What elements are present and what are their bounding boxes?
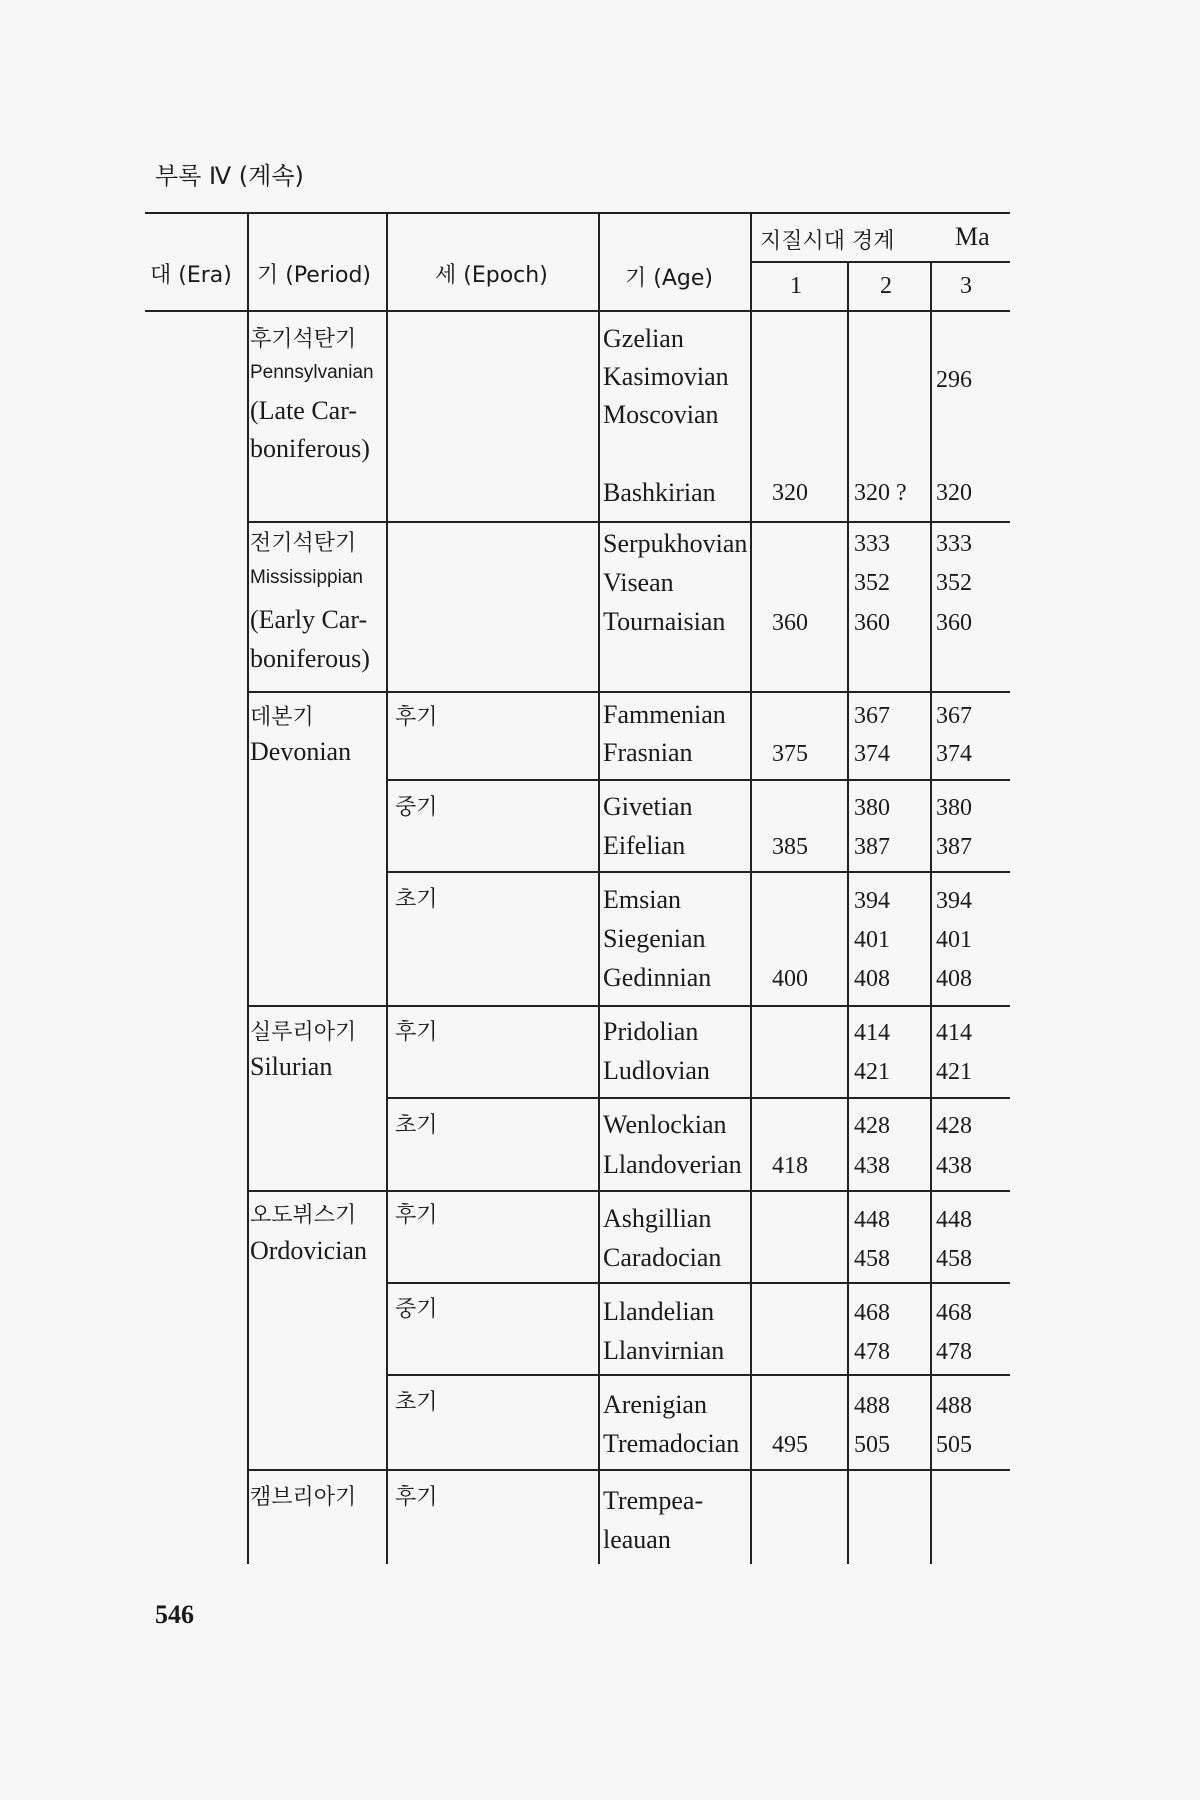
- value-cell: 352: [854, 570, 890, 596]
- age-trempea-2: leauan: [603, 1525, 671, 1554]
- value-cell: 505: [854, 1432, 890, 1458]
- value-cell: 360: [772, 610, 808, 636]
- epoch-early: 초기: [395, 1113, 438, 1138]
- age-caradocian: Caradocian: [603, 1243, 722, 1272]
- value-cell: 296: [936, 367, 972, 393]
- age-siegenian: Siegenian: [603, 924, 706, 953]
- value-cell: 418: [772, 1153, 808, 1179]
- period-silurian-ko: 실루리아기: [250, 1020, 357, 1045]
- epoch-late: 후기: [395, 1203, 438, 1228]
- value-cell: 375: [772, 741, 808, 767]
- value-cell: 320 ?: [854, 480, 907, 506]
- value-cell: 468: [936, 1300, 972, 1326]
- value-cell: 387: [936, 834, 972, 860]
- value-cell: 505: [936, 1432, 972, 1458]
- period-early-carb-en: Mississippian: [250, 567, 363, 588]
- value-cell: 401: [936, 927, 972, 953]
- value-cell: 320: [772, 480, 808, 506]
- period-early-carb-paren1: (Early Car-: [250, 605, 368, 634]
- age-pridolian: Pridolian: [603, 1017, 699, 1046]
- period-ordovician-ko: 오도뷔스기: [250, 1203, 357, 1228]
- age-ludlovian: Ludlovian: [603, 1056, 710, 1085]
- age-tournaisian: Tournaisian: [603, 607, 726, 636]
- value-cell: 478: [936, 1339, 972, 1365]
- age-serpukhovian: Serpukhovian: [603, 529, 748, 558]
- header-col-2: 2: [880, 273, 892, 299]
- age-famennian: Fammenian: [603, 700, 726, 729]
- age-emsian: Emsian: [603, 885, 681, 914]
- value-cell: 414: [936, 1020, 972, 1046]
- value-cell: 421: [854, 1059, 890, 1085]
- period-late-carb-paren1: (Late Car-: [250, 396, 358, 425]
- value-cell: 478: [854, 1339, 890, 1365]
- period-devonian-ko: 데본기: [250, 705, 314, 730]
- value-cell: 352: [936, 570, 972, 596]
- age-wenlockian: Wenlockian: [603, 1110, 727, 1139]
- header-era: 대 (Era): [150, 263, 232, 288]
- value-cell: 428: [854, 1113, 890, 1139]
- value-cell: 400: [772, 966, 808, 992]
- value-cell: 408: [936, 966, 972, 992]
- value-cell: 380: [854, 795, 890, 821]
- value-cell: 408: [854, 966, 890, 992]
- header-col-1: 1: [790, 273, 802, 299]
- value-cell: 320: [936, 480, 972, 506]
- value-cell: 458: [936, 1246, 972, 1272]
- page-number: 546: [155, 1600, 194, 1629]
- value-cell: 448: [854, 1207, 890, 1233]
- value-cell: 438: [854, 1153, 890, 1179]
- header-boundary: 지질시대 경계: [760, 229, 895, 254]
- period-late-carb-ko: 후기석탄기: [250, 327, 357, 352]
- value-cell: 448: [936, 1207, 972, 1233]
- age-tremadocian: Tremadocian: [603, 1429, 740, 1458]
- age-llanvirnian: Llanvirnian: [603, 1336, 725, 1365]
- age-gzelian: Gzelian: [603, 324, 684, 353]
- period-silurian-en: Silurian: [250, 1052, 333, 1081]
- period-early-carb-ko: 전기석탄기: [250, 531, 357, 556]
- epoch-late: 후기: [395, 1485, 438, 1510]
- value-cell: 380: [936, 795, 972, 821]
- value-cell: 385: [772, 834, 808, 860]
- value-cell: 360: [854, 610, 890, 636]
- age-visean: Visean: [603, 568, 674, 597]
- value-cell: 394: [854, 888, 890, 914]
- header-age: 기 (Age): [625, 266, 713, 291]
- value-cell: 374: [854, 741, 890, 767]
- age-trempea-1: Trempea-: [603, 1486, 704, 1515]
- value-cell: 468: [854, 1300, 890, 1326]
- age-moscovian: Moscovian: [603, 400, 719, 429]
- epoch-late: 후기: [395, 705, 438, 730]
- value-cell: 428: [936, 1113, 972, 1139]
- epoch-early: 초기: [395, 887, 438, 912]
- period-early-carb-paren2: boniferous): [250, 644, 370, 673]
- period-devonian-en: Devonian: [250, 737, 352, 766]
- value-cell: 394: [936, 888, 972, 914]
- age-llandoverian: Llandoverian: [603, 1150, 742, 1179]
- value-cell: 387: [854, 834, 890, 860]
- value-cell: 401: [854, 927, 890, 953]
- age-arenigian: Arenigian: [603, 1390, 707, 1419]
- value-cell: 333: [936, 531, 972, 557]
- epoch-late: 후기: [395, 1020, 438, 1045]
- age-kasimovian: Kasimovian: [603, 362, 729, 391]
- value-cell: 374: [936, 741, 972, 767]
- age-bashkirian: Bashkirian: [603, 478, 716, 507]
- header-col-3: 3: [960, 273, 972, 299]
- value-cell: 488: [854, 1393, 890, 1419]
- period-late-carb-paren2: boniferous): [250, 434, 370, 463]
- header-ma: Ma: [955, 222, 990, 251]
- epoch-early: 초기: [395, 1390, 438, 1415]
- value-cell: 360: [936, 610, 972, 636]
- period-ordovician-en: Ordovician: [250, 1236, 367, 1265]
- value-cell: 421: [936, 1059, 972, 1085]
- value-cell: 438: [936, 1153, 972, 1179]
- value-cell: 488: [936, 1393, 972, 1419]
- page-header: 부록 Ⅳ (계속): [155, 162, 304, 190]
- value-cell: 495: [772, 1432, 808, 1458]
- epoch-middle: 중기: [395, 1297, 438, 1322]
- age-frasnian: Frasnian: [603, 738, 693, 767]
- period-late-carb-en: Pennsylvanian: [250, 362, 374, 383]
- age-llandelian: Llandelian: [603, 1297, 715, 1326]
- header-epoch: 세 (Epoch): [435, 263, 548, 288]
- value-cell: 458: [854, 1246, 890, 1272]
- age-givetian: Givetian: [603, 792, 693, 821]
- age-ashgillian: Ashgillian: [603, 1204, 712, 1233]
- value-cell: 367: [854, 703, 890, 729]
- epoch-middle: 중기: [395, 795, 438, 820]
- value-cell: 333: [854, 531, 890, 557]
- age-gedinnian: Gedinnian: [603, 963, 712, 992]
- header-period: 기 (Period): [257, 263, 372, 288]
- period-cambrian-ko: 캠브리아기: [250, 1485, 357, 1510]
- value-cell: 367: [936, 703, 972, 729]
- age-eifelian: Eifelian: [603, 831, 686, 860]
- value-cell: 414: [854, 1020, 890, 1046]
